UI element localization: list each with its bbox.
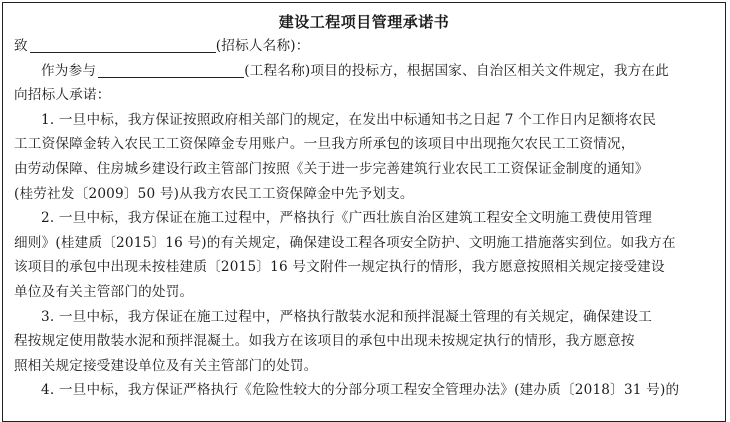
commitment-item-3	[3, 305, 725, 379]
commitment-document	[2, 2, 726, 422]
recipient-name-blank	[30, 37, 216, 53]
project-name-blank	[98, 62, 244, 78]
item-line: 单位及有关主管部门的处罚。	[14, 283, 194, 300]
intro-suffix: (工程名称)项目的投标方，根据国家、自治区相关文件规定，我方在此	[244, 62, 670, 79]
item-line: 3. 一旦中标，我方保证在施工过程中，严格执行散装水泥和预拌混凝土管理的有关规定，确保建设工	[41, 308, 653, 325]
salutation-prefix: 致	[14, 38, 28, 54]
document-title: 建设工程项目管理承诺书	[278, 13, 450, 31]
item-line: 2. 一旦中标，我方保证在施工过程中，严格执行《广西壮族自治区建筑工程安全文明施工费使用管理	[41, 210, 653, 227]
item-line: 工工资保障金转入农民工工资保障金专用账户。一旦我方所承包的该项目中出现拖欠农民工工资情况，	[14, 136, 635, 153]
item-line: 该项目的承包中出现未按桂建质〔2015〕16 号文附件一规定执行的情形，我方愿意按照相关规定接受建设	[14, 259, 665, 276]
item-line: 1. 一旦中标，我方保证按照政府相关部门的规定，在发出中标通知书之日起 7 个工作日内足额将农民	[41, 111, 657, 128]
salutation-suffix: (招标人名称)：	[215, 38, 310, 54]
intro-line-2: 向招标人承诺：	[14, 87, 111, 104]
commitment-item-2	[3, 206, 725, 304]
intro-line	[3, 59, 725, 84]
intro-prefix: 作为参与	[41, 62, 97, 79]
item-line: 4. 一旦中标，我方保证严格执行《危险性较大的分部分项工程安全管理办法》(建办质〔2018〕31 号)的	[41, 382, 680, 399]
commitment-item-4	[3, 378, 725, 403]
item-line: 由劳动保障、住房城乡建设行政主管部门按照《关于进一步完善建筑行业农民工工资保证金制度的通知》	[14, 160, 649, 177]
item-line: 照相关规定接受建设单位及有关主管部门的处罚。	[14, 357, 318, 374]
item-line: 程按规定使用散装水泥和预拌混凝土。如我方在该项目的承包中出现未按规定执行的情形，我方愿意按	[14, 333, 635, 350]
item-line: (桂劳社发〔2009〕50 号)从我方农民工工资保障金中先予划支。	[14, 185, 414, 202]
salutation-line	[3, 34, 725, 59]
commitment-item-1	[3, 108, 725, 206]
item-line: 细则》(桂建质〔2015〕16 号)的有关规定，确保建设工程各项安全防护、文明施工措施落实到位。如我方在	[14, 234, 676, 251]
